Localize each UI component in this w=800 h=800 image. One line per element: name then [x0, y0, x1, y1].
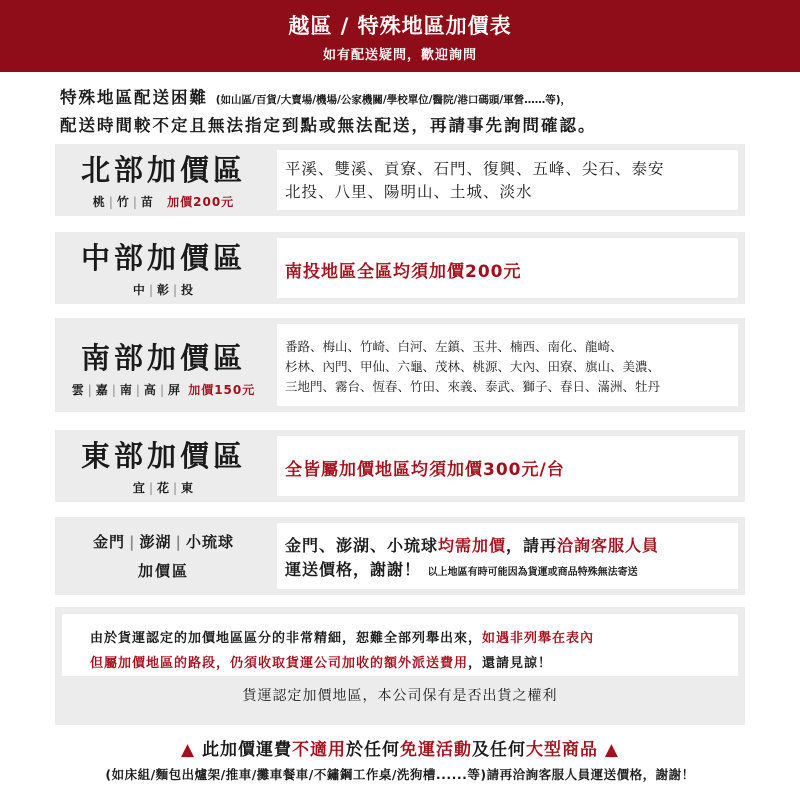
notes-footer: 貨運認定加價地區，本公司保有是否出貨之權利	[242, 688, 558, 704]
south-areas-box	[277, 324, 738, 406]
islands-text-red: 洽詢客服人員	[557, 536, 660, 555]
south-areas-line1: 番路、梅山、竹崎、白河、左鎮、玉井、楠西、南化、龍崎、	[285, 339, 623, 354]
notes-line2	[90, 651, 738, 676]
islands-small-note: 以上地區有時可能因為貨運或商品特殊無法寄送	[427, 567, 638, 578]
central-region-name: 中部加價區	[80, 241, 246, 275]
notes-line1	[90, 626, 738, 651]
north-areas-line2: 北投、八里、陽明山、土城、淡水	[285, 183, 533, 201]
warning-text-red: 免運活動	[400, 740, 472, 760]
islands-text-red: 均需加價	[438, 536, 507, 555]
east-region-panel	[55, 430, 745, 502]
county: 彰	[156, 283, 170, 297]
intro-line2: 配送時間較不定且無法指定到點或無法配送，再請事先詢問確認。	[60, 116, 597, 135]
intro-text	[60, 85, 760, 138]
east-note: 全皆屬加價地區均須加價300元/台	[285, 460, 565, 480]
county: 花	[156, 481, 170, 495]
east-region-name: 東部加價區	[80, 439, 246, 473]
intro-line1-main: 特殊地區配送困難	[60, 88, 208, 107]
islands-label: 加價區	[137, 562, 189, 580]
island-name: 澎湖	[139, 533, 172, 551]
east-region-label	[55, 430, 272, 502]
county: 中	[132, 283, 146, 297]
county: 宜	[132, 481, 146, 495]
central-region-label	[55, 232, 272, 304]
county: 南	[119, 383, 133, 397]
south-areas-line3: 三地門、霧台、恆春、竹田、來義、泰武、獅子、春日、滿洲、牡丹	[285, 379, 661, 394]
north-surcharge: 加價200元	[167, 195, 235, 209]
page-subtitle: 如有配送疑問，歡迎詢問	[322, 48, 477, 63]
north-region-panel	[55, 144, 745, 216]
south-region-label	[55, 318, 272, 412]
notes-text-box	[62, 614, 738, 676]
county: 竹	[116, 195, 130, 209]
warning-triangle-icon: ▲	[181, 740, 196, 760]
south-region-name: 南部加價區	[80, 341, 246, 375]
warning-triangle-icon: ▲	[604, 740, 619, 760]
notes-text: ，還請見諒！	[468, 656, 553, 671]
county: 桃	[92, 195, 106, 209]
notes-text-red: 但屬加價地區的路段，仍須收取貨運公司加收的額外派送費用	[90, 656, 469, 671]
page-title: 越區 / 特殊地區加價表	[288, 14, 512, 38]
islands-text: ，請再	[506, 536, 558, 555]
warning-text-red: 不適用	[292, 740, 346, 760]
notes-text: 由於貨運認定的加價地區區分的非常精細，恕難全部列舉出來，	[90, 631, 483, 646]
north-areas-box	[277, 150, 738, 210]
islands-note-box	[277, 523, 738, 589]
islands-note-line2	[285, 558, 738, 585]
central-region-counties: 中 | 彰 | 投	[132, 283, 195, 297]
county: 屏	[167, 383, 181, 397]
county: 嘉	[95, 383, 109, 397]
warning-text: 於任何	[346, 740, 400, 760]
south-region-panel	[55, 318, 745, 412]
notes-text-red: 如遇非列舉在表內	[482, 631, 595, 646]
north-region-name: 北部加價區	[80, 153, 246, 187]
north-region-label	[55, 144, 272, 216]
warning-text: 此加價運費	[202, 740, 292, 760]
islands-region-panel	[55, 517, 745, 595]
header-banner	[0, 0, 800, 72]
central-note-box	[277, 238, 738, 298]
warning-text-red: 大型商品	[526, 740, 598, 760]
intro-line1-small: (如山區/百貨/大賣場/機場/公家機關/學校單位/醫院/港口碼頭/軍營……等)，	[215, 94, 572, 106]
islands-names: 金門 | 澎湖 | 小琉球	[92, 533, 234, 551]
notes-panel	[55, 607, 745, 725]
county: 苗	[140, 195, 154, 209]
central-region-panel	[55, 232, 745, 304]
islands-text: 運送價格，謝謝！	[285, 560, 422, 579]
east-region-counties: 宜 | 花 | 東	[132, 481, 195, 495]
islands-note-line1	[285, 534, 738, 558]
north-areas-line1: 平溪、雙溪、貢寮、石門、復興、五峰、尖石、泰安	[285, 160, 665, 178]
bottom-note: (如床組/麵包出爐架/推車/攤車餐車/不鏽鋼工作桌/洗狗槽......等)請再洽詢客服人員運送價格，謝謝！	[105, 767, 695, 782]
warning-text: 及任何	[472, 740, 526, 760]
south-surcharge: 加價150元	[188, 383, 256, 397]
county: 高	[143, 383, 157, 397]
north-region-counties: 桃 | 竹 | 苗 加價200元	[92, 195, 235, 209]
island-name: 金門	[92, 533, 125, 551]
county: 雲	[71, 383, 85, 397]
county: 東	[181, 481, 195, 495]
island-name: 小琉球	[185, 533, 234, 551]
south-region-counties: 雲 | 嘉 | 南 | 高 | 屏 加價150元	[71, 383, 256, 397]
islands-text: 金門、澎湖、小琉球	[285, 536, 439, 555]
bottom-warning	[0, 735, 800, 760]
county: 投	[181, 283, 195, 297]
islands-region-label	[55, 517, 272, 595]
east-note-box	[277, 436, 738, 496]
central-note: 南投地區全區均須加價200元	[285, 262, 522, 282]
south-areas-line2: 杉林、內門、甲仙、六龜、茂林、桃源、大內、田寮、旗山、美濃、	[285, 359, 661, 374]
